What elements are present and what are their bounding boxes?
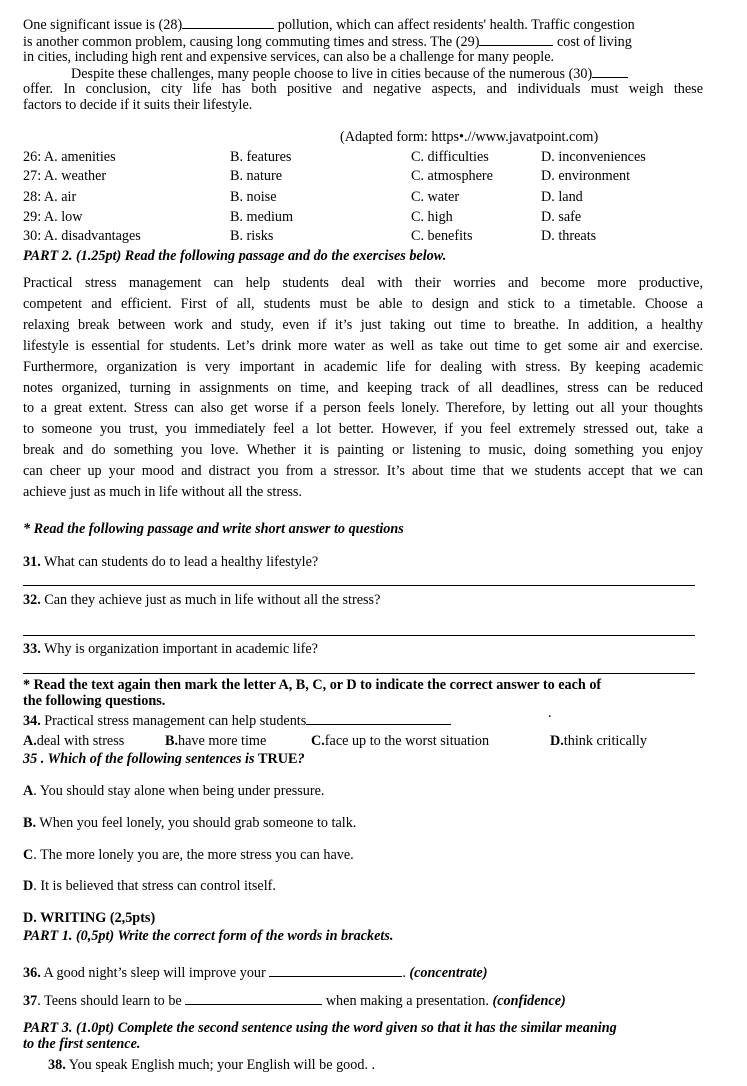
q35-option-d[interactable]: D. It is believed that stress can control itself. [23, 878, 276, 894]
q34-options [23, 733, 703, 753]
answer-line-33[interactable] [23, 673, 695, 674]
question-34: 34. Practical stress management can help students . [23, 705, 552, 729]
q34-option-c[interactable]: C. face up to the worst situation [311, 733, 490, 749]
cloze-line: offer. In conclusion, city life has both positive and negative aspects, and individuals must weigh these [23, 81, 703, 98]
writing-heading: D. WRITING (2,5pts) [23, 910, 156, 926]
writing-part3-heading: PART 3. (1.0pt) Complete the second sentence using the word given so that it has the similar meaning to the first sentence. [23, 1020, 617, 1052]
answer-line-32[interactable] [23, 635, 695, 636]
option-row: 29: A. low B. medium C. high D. safe [23, 209, 582, 225]
short-question-31: 31. What can students do to lead a healthy lifestyle? [23, 554, 319, 570]
cloze-line: One significant issue is (28) pollution, which can affect residents' health. Traffic congestion [23, 17, 635, 33]
options-26-30 [23, 149, 703, 248]
blank-37[interactable] [185, 993, 322, 1005]
writing-part1-heading: PART 1. (0,5pt) Write the correct form of the words in brackets. [23, 928, 394, 944]
q34-option-a[interactable]: A. deal with stress [23, 733, 125, 749]
question-38: 38. You speak English much; your English will be good. . [48, 1057, 376, 1073]
cloze-line: is another common problem, causing long commuting times and stress. The (29) cost of living [23, 33, 632, 50]
option-row: 27: A. weather B. nature C. atmosphere D. environment [23, 168, 631, 184]
cloze-line: factors to decide if it suits their lifestyle. [23, 96, 253, 113]
question-37: 37. Teens should learn to be when making a presentation. (confidence) [23, 993, 566, 1009]
mcq-heading: * Read the text again then mark the letter A, B, C, or D to indicate the correct answer to each of the following questions. [23, 677, 602, 709]
blank-28[interactable] [182, 17, 274, 29]
stress-passage: Practical stress management can help students deal with their worries and become more productive, competent and efficient. First of all, students must be able to design and stick to a timetable. Choose a relaxing break between work and study, even if it’s just taking out time to breathe. In addition, a healthy lifestyle is essential for students. Let’s drink more water as well as take out time to get some air and exercise. Furthermore, organization is very important in academic life for dealing with stress. By keeping academic notes organized, turning in assignments on time, and keeping track of all deadlines, stress can be reduced to a great extent. Stress can also get worse if a person feels lonely. Therefore, by letting out all your thoughts to someone you trust, you immediately feel a lot better. However, if you feel extremely stressed out, take a break and do something you love. Whether it is painting or listening to music, doing something you enjoy can cheer up your mood and distract you from a stressor. It’s about time that we students accept that we can achieve just as much in life without all the stress. [23, 275, 703, 501]
short-question-33: 33. Why is organization important in academic life? [23, 641, 318, 657]
part2-heading: PART 2. (1.25pt) Read the following passage and do the exercises below. [23, 248, 447, 264]
option-row: 28: A. air B. noise C. water D. land [23, 189, 583, 205]
short-answer-heading: * Read the following passage and write short answer to questions [23, 521, 404, 537]
q35-option-b[interactable]: B. When you feel lonely, you should grab someone to talk. [23, 815, 357, 831]
cloze-line: in cities, including high rent and expensive services, can also be a challenge for many people. [23, 49, 555, 66]
answer-line-31[interactable] [23, 585, 695, 586]
option-row: 26: A. amenities B. features C. difficulties D. inconveniences [23, 149, 646, 165]
blank-29[interactable] [479, 34, 553, 46]
blank-30[interactable] [592, 66, 628, 78]
q35-option-a[interactable]: A. You should stay alone when being under pressure. [23, 783, 325, 799]
short-question-32: 32. Can they achieve just as much in life without all the stress? [23, 592, 381, 608]
option-row: 30: A. disadvantages B. risks C. benefits D. threats [23, 228, 597, 244]
cloze-passage [23, 17, 703, 114]
question-36: 36. A good night’s sleep will improve your . (concentrate) [23, 965, 488, 981]
cloze-line: Despite these challenges, many people choose to live in cities because of the numerous (30) [23, 66, 703, 83]
blank-36[interactable] [269, 965, 402, 977]
question-35: 35 . Which of the following sentences is TRUE? [23, 751, 305, 767]
q34-option-d[interactable]: D. think critically [550, 733, 647, 749]
q34-option-b[interactable]: B. have more time [165, 733, 267, 749]
blank-34[interactable] [306, 713, 451, 725]
q35-option-c[interactable]: C. The more lonely you are, the more stress you can have. [23, 847, 354, 863]
source-citation: (Adapted form: https•.//www.javatpoint.com) [340, 129, 599, 145]
